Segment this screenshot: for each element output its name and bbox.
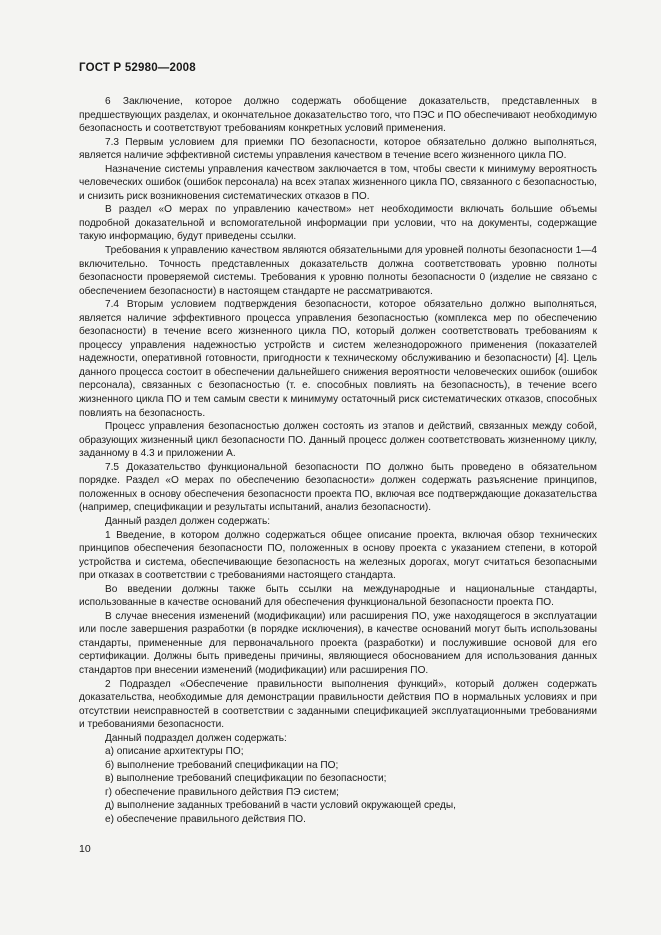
- page-number: 10: [79, 843, 91, 855]
- list-item: а) описание архитектуры ПО;: [105, 746, 244, 758]
- paragraph: Данный подраздел должен содержать:: [105, 732, 287, 744]
- paragraph: Процесс управления безопасностью должен состоять из этапов и действий, связанных между собой, образующих жизненный цикл безопасности ПО. Данный процесс должен соответствовать жизненному циклу, заданному в 4.3 и приложении А.: [79, 421, 597, 460]
- list-item: д) выполнение заданных требований в части условий окружающей среды,: [105, 800, 456, 812]
- list-item: б) выполнение требований спецификации на ПО;: [105, 759, 339, 771]
- page-header-standard-number: ГОСТ Р 52980—2008: [79, 62, 196, 74]
- paragraph: Во введении должны также быть ссылки на международные и национальные стандарты, использованные в качестве оснований для обеспечения функциональной безопасности проекта ПО.: [79, 583, 597, 609]
- document-body: [79, 95, 597, 827]
- paragraph: Данный раздел должен содержать:: [105, 515, 271, 527]
- paragraph: 7.3 Первым условием для приемки ПО безопасности, которое обязательно должно выполняться, является наличие эффективной системы управления качеством в течение всего жизненного цикла ПО.: [79, 136, 597, 162]
- paragraph: 7.5 Доказательство функциональной безопасности ПО должно быть проведено в обязательном порядке. Раздел «О мерах по обеспечению безопасности» должен содержать разъяснение принципов, положенных в основу обеспечения безопасности проекта ПО, включая все подтверждающие доказательства (например, спецификации и результаты испытаний, анализ безопасности).: [79, 461, 597, 514]
- paragraph: Требования к управлению качеством являются обязательными для уровней полноты безопасности 1—4 включительно. Точность представленных доказательств должна соответствовать уровню полноты безопасности проверяемой системы. Требования к уровню полноты безопасности 0 (изделие не связано с обеспечением безопасности) в настоящем стандарте не рассматриваются.: [79, 245, 597, 297]
- paragraph: 1 Введение, в котором должно содержаться общее описание проекта, включая обзор технических принципов обеспечения безопасности ПО, положенных в основу проекта с указанием степени, в которой устройства и система, обеспечивающие безопасность на железных дорогах, могут считаться безопасными при отказах в соответствии с требованиями настоящего стандарта.: [79, 529, 597, 582]
- list-item: в) выполнение требований спецификации по безопасности;: [105, 773, 387, 785]
- paragraph: 2 Подраздел «Обеспечение правильности выполнения функций», который должен содержать доказательства, необходимые для демонстрации правильности действия ПО в нормальных условиях и при отсутствии неисправностей в соответствии с заданными спецификацией эксплуатационными требованиями и требованиями безопасности.: [79, 678, 597, 731]
- list-item: е) обеспечение правильного действия ПО.: [105, 813, 306, 825]
- paragraph: В раздел «О мерах по управлению качеством» нет необходимости включать большие объемы подробной доказательной и вспомогательной информации при условии, что на документы, содержащие такую информацию, будут приведены ссылки.: [79, 204, 597, 243]
- paragraph: 7.4 Вторым условием подтверждения безопасности, которое обязательно должно выполняться, является наличие эффективного процесса управления безопасностью (комплекса мер по обеспечению безопасности) в течение всего жизненного цикла ПО, который должен соответствовать требованиям к процессу управления надежностью устройств и систем железнодорожного применения (показателей надежности, оперативной готовности, пригодности к техническому обслуживанию и безопасности) [4]. Цель данного процесса состоит в обеспечении дальнейшего снижения вероятности человеческих ошибок (ошибок персонала), связанных с безопасностью (т. е. способных повлиять на безопасность), в течение всего жизненного цикла ПО и тем самым свести к минимуму остаточный риск систематических отказов, способных повлиять на безопасность.: [79, 299, 597, 419]
- paragraph: 6 Заключение, которое должно содержать обобщение доказательств, представленных в предшествующих разделах, и окончательное доказательство того, что ПЭС и ПО обеспечивают необходимую безопасность и соответствуют требованиям конкретных условий применения.: [79, 96, 597, 135]
- paragraph: В случае внесения изменений (модификации) или расширения ПО, уже находящегося в эксплуатации или после завершения разработки (в порядке исключения), в качестве оснований могут быть использованы стандарты, примененные для первоначального проекта (разработки) и послужившие основой для его сертификации. Должны быть приведены причины, являющиеся обоснованием для использования данных стандартов при внесении изменений (модификации) или расширения ПО.: [79, 610, 597, 676]
- list-item: г) обеспечение правильного действия ПЭ систем;: [105, 786, 339, 798]
- paragraph: Назначение системы управления качеством заключается в том, чтобы свести к минимуму вероятность человеческих ошибок (ошибок персонала) на всех этапах жизненного цикла ПО, связанного с безопасностью, и снизить риск возникновения систематических отказов в ПО.: [79, 163, 597, 202]
